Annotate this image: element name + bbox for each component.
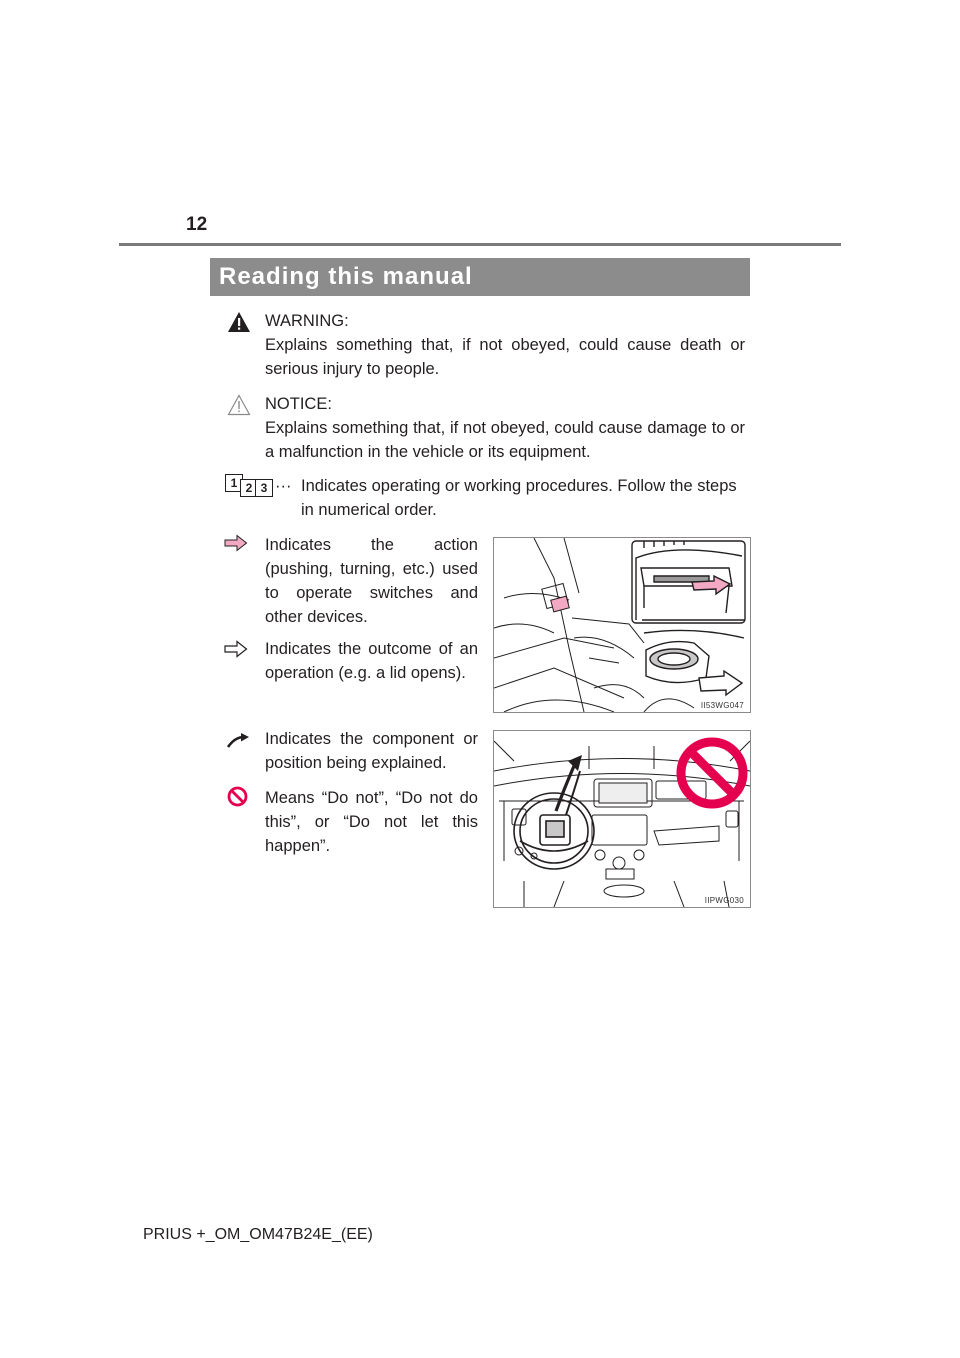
numbered-steps-icon — [225, 474, 273, 496]
figure-code: II53WG047 — [700, 701, 744, 710]
figure-code: IIPWG030 — [704, 896, 744, 905]
steps-dots: ··· — [275, 477, 292, 495]
page-number: 12 — [186, 214, 208, 235]
step-digit-2: 2 — [240, 479, 258, 497]
section-title: Reading this manual — [210, 258, 750, 296]
prohibition-icon — [227, 786, 248, 807]
warning-label: WARNING: — [265, 312, 349, 330]
outcome-arrow-outline-icon — [224, 640, 248, 658]
cupholder-illustration — [494, 538, 750, 712]
warning-text: Explains something that, if not obeyed, could cause death or serious injury to people. — [265, 336, 745, 378]
notice-label: NOTICE: — [265, 395, 332, 413]
step-digit-3: 3 — [255, 479, 273, 497]
prohibit-text: Means “Do not”, “Do not do this”, or “Do not let this happen”. — [265, 789, 478, 855]
steps-text: Indicates operating or working procedures. Follow the steps in numerical order. — [301, 477, 737, 519]
dashboard-illustration — [494, 731, 750, 907]
action-arrow-filled-icon — [224, 534, 248, 552]
page-footer: PRIUS +_OM_OM47B24E_(EE) — [143, 1226, 373, 1243]
figure-dashboard — [493, 730, 751, 908]
component-text: Indicates the component or position being explained. — [265, 730, 478, 772]
figure-cupholder — [493, 537, 751, 713]
outcome-text: Indicates the outcome of an operation (e.g. a lid opens). — [265, 640, 478, 682]
warning-triangle-filled-icon — [227, 311, 251, 333]
action-text: Indicates the action (pushing, turning, etc.) used to operate switches and other devices. — [265, 536, 478, 626]
header-rule — [119, 243, 841, 246]
notice-text: Explains something that, if not obeyed, could cause damage to or a malfunction in the vehicle or its equipment. — [265, 419, 745, 461]
pointer-arrow-icon — [226, 733, 250, 749]
step-digit-1: 1 — [225, 474, 243, 492]
notice-triangle-outline-icon — [227, 394, 251, 416]
